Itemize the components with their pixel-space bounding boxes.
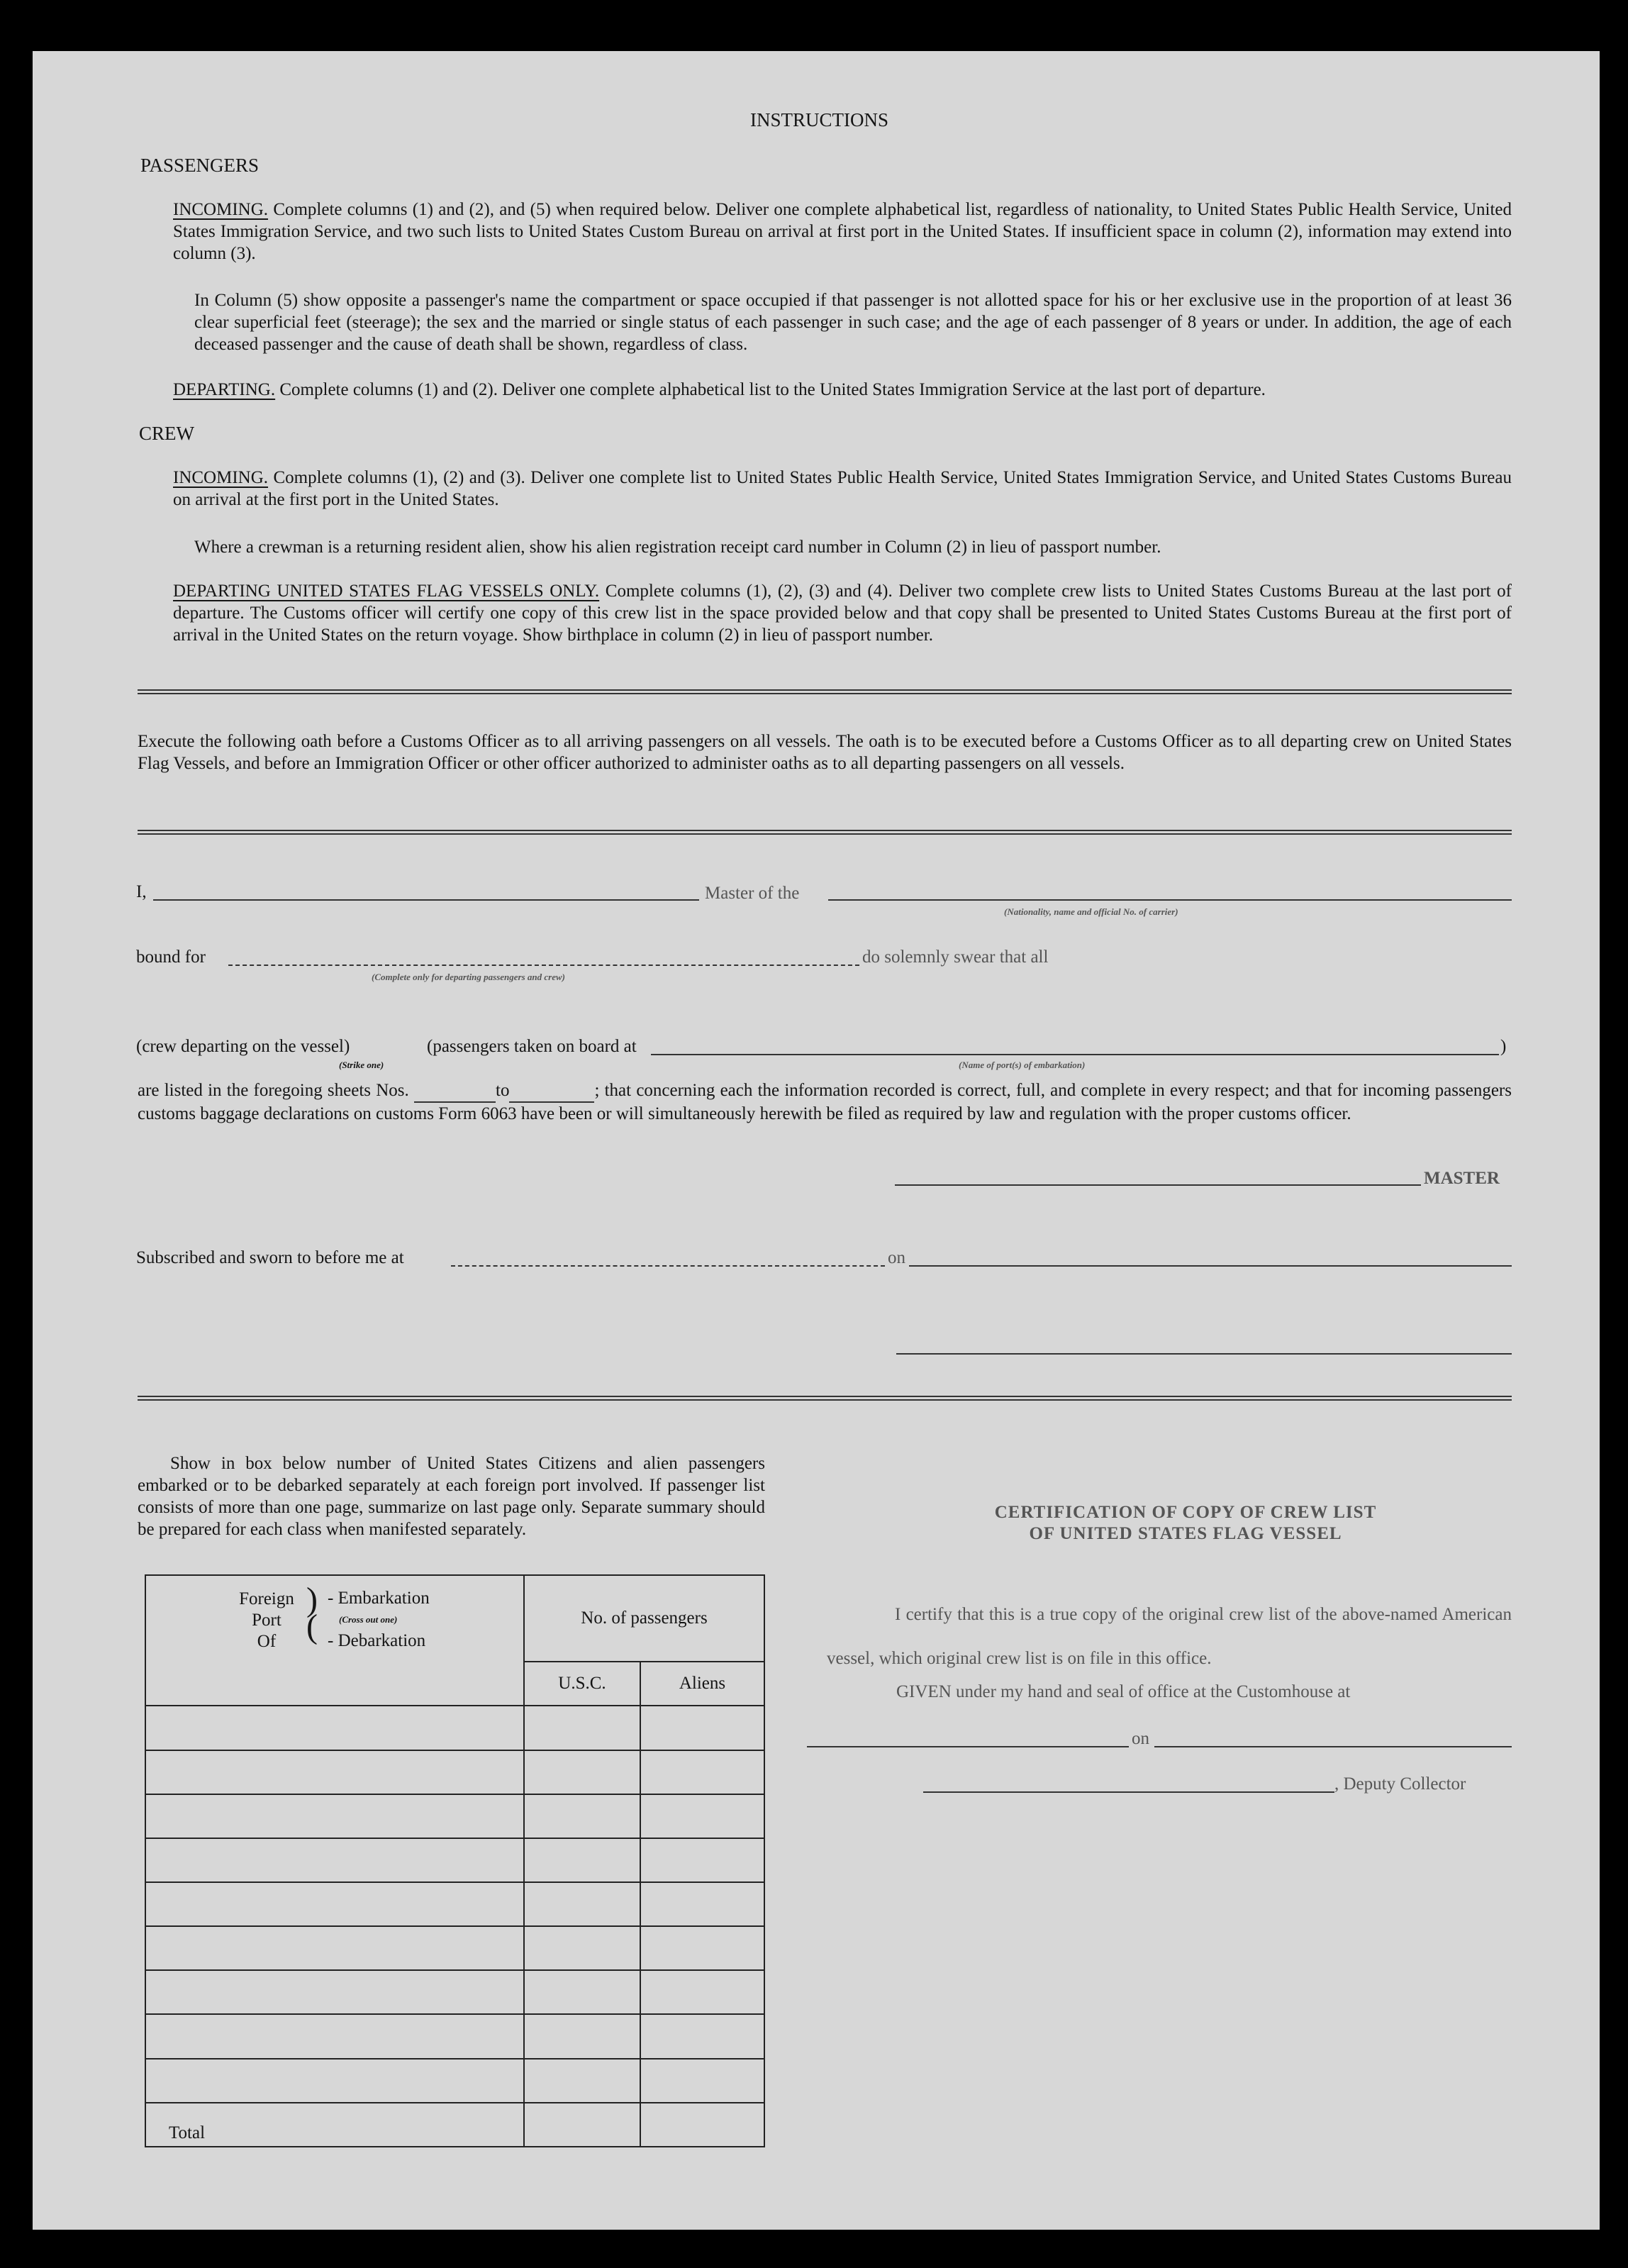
master-label: MASTER [1424,1169,1500,1188]
subscribed-date-line[interactable] [909,1265,1512,1267]
listed-prefix: are listed in the foregoing sheets Nos. [138,1081,409,1100]
subscribed-place-line[interactable] [451,1265,885,1267]
oath-i-label: I, [136,882,147,901]
of-label: Of [257,1632,277,1651]
crew-incoming-text: Complete columns (1), (2) and (3). Deliver one complete list to United States Public Health Service, United States Immigration Service, and United States Customs Bureau on arrival at the first port in the United States. [173,468,1512,509]
subscribed-label: Subscribed and sworn to before me at [136,1248,404,1267]
bound-for-line[interactable] [228,965,859,966]
port-cell[interactable] [145,2014,524,2058]
aliens-cell[interactable] [640,1882,764,1926]
passengers-departing-paragraph [173,379,1512,401]
foreign-label: Foreign [239,1589,294,1608]
port-cell[interactable] [145,1750,524,1794]
usc-cell[interactable] [524,2059,640,2103]
divider [138,1396,1512,1401]
crew-departing-label: DEPARTING UNITED STATES FLAG VESSELS ONLY. [173,582,600,601]
master-of-the-label: Master of the [705,884,800,903]
certification-date-line[interactable] [1154,1746,1512,1747]
oath-intro: Execute the following oath before a Customs Officer as to all arriving passengers on all vessels. The oath is to be executed before a Customs Officer as to all departing crew on United States Flag Vessels, and before an Immigration Officer or other officer authorized to administer oaths as to all departing passengers on all vessels. [138,732,1512,773]
master-name-line[interactable] [153,899,699,901]
aliens-cell[interactable] [640,2059,764,2103]
form-page [33,51,1600,2230]
port-cell[interactable] [145,1882,524,1926]
passengers-taken-option[interactable]: (passengers taken on board at [427,1037,637,1056]
passengers-column5-paragraph: In Column (5) show opposite a passenger's name the compartment or space occupied if that passenger is not allotted space for his or her exclusive use in the proportion of at least 36 clear superficial feet (steerage); the sex and the married or single status of each passenger in such case; and the age of each passenger of 8 years or under. In addition, the age of each deceased passenger and the cause of death shall be shown, regardless of class. [194,291,1512,354]
passengers-heading: PASSENGERS [140,155,260,176]
port-cell[interactable] [145,2059,524,2103]
page-title: INSTRUCTIONS [750,109,889,130]
deputy-signature-line[interactable] [923,1791,1334,1793]
passenger-summary-table [145,1574,765,2147]
officer-signature-line[interactable] [896,1353,1512,1355]
port-cell[interactable] [145,1838,524,1882]
aliens-total-cell[interactable] [640,2103,764,2147]
aliens-cell[interactable] [640,1970,764,2014]
usc-cell[interactable] [524,1750,640,1794]
passengers-incoming-text: Complete columns (1) and (2), and (5) when required below. Deliver one complete alphabetical list, regardless of nationality, to United States Public Health Service, United States Immigration Service, and two such lists to United States Custom Bureau on arrival at first port in the United States. If insufficient space in column (2), information may extend into column (3). [173,200,1512,263]
crew-departing-option[interactable]: (crew departing on the vessel) [136,1037,350,1056]
crew-incoming-paragraph [173,467,1512,511]
crew-departing-text: Complete columns (1), (2), (3) and (4). Deliver two complete crew lists to United States Customs Bureau at the last port of departure. The Customs officer will certify one copy of this crew list in the space provided below and that copy shall be presented to United States Customs Bureau at the first port of arrival in the United States on the return voyage. Show birthplace in column (2) in lieu of passport number. [173,582,1512,645]
usc-cell[interactable] [524,2014,640,2058]
strike-one-hint: (Strike one) [339,1060,384,1070]
certification-title [831,1502,1540,1545]
listed-rest: ; that concerning each the information recorded is correct, full, and complete in every respect; and that for incoming passengers customs baggage declarations on customs Form 6063 have been or will simultaneously herewith be filed as required by law and regulation with the proper customs officer. [138,1081,1512,1123]
aliens-cell[interactable] [640,1794,764,1838]
deputy-collector-label: , Deputy Collector [1334,1774,1466,1794]
vessel-line[interactable] [828,899,1512,901]
port-label: Port [252,1611,281,1630]
listed-paragraph [138,1079,1512,1125]
port-cell[interactable] [145,1794,524,1838]
aliens-cell[interactable] [640,1926,764,1970]
usc-total-cell[interactable] [524,2103,640,2147]
sheet-to-blank[interactable] [509,1079,594,1103]
to-label: to [496,1081,510,1100]
cross-out-hint: (Cross out one) [339,1614,398,1625]
no-passengers-header: No. of passengers [524,1575,764,1662]
certification-on-label: on [1132,1729,1149,1748]
bound-for-hint: (Complete only for departing passengers and crew) [372,972,565,982]
certification-title-line1: CERTIFICATION OF COPY OF CREW LIST [994,1503,1377,1522]
foreign-port-header [145,1575,524,1706]
usc-cell[interactable] [524,1794,640,1838]
customhouse-line[interactable] [807,1746,1129,1747]
usc-cell[interactable] [524,1838,640,1882]
passengers-departing-label: DEPARTING. [173,380,276,399]
summary-text: Show in box below number of United States Citizens and alien passengers embarked or to be debarked separately at each foreign port involved. If passenger list consists of more than one page, summarize on last page only. Separate summary should be prepared for each class when manifested separately. [138,1454,765,1539]
crew-heading: CREW [139,423,194,444]
bracket-icon: ) [306,1581,318,1618]
vessel-hint: (Nationality, name and official No. of carrier) [1004,906,1178,917]
divider [138,830,1512,835]
passengers-incoming-paragraph [173,199,1512,265]
aliens-cell[interactable] [640,2014,764,2058]
bracket-icon: ( [306,1608,318,1645]
crew-incoming-label: INCOMING. [173,468,269,487]
crew-departing-paragraph [173,580,1512,646]
ports-line[interactable] [651,1054,1499,1055]
passengers-incoming-label: INCOMING. [173,200,269,219]
bound-for-label: bound for [136,947,206,967]
aliens-cell[interactable] [640,1838,764,1882]
certification-title-line2: OF UNITED STATES FLAG VESSEL [1029,1524,1342,1543]
port-cell[interactable] [145,1970,524,2014]
usc-cell[interactable] [524,1926,640,1970]
port-cell[interactable] [145,1926,524,1970]
passengers-departing-text: Complete columns (1) and (2). Deliver one complete alphabetical list to the United States Immigration Service at the last port of departure. [279,380,1266,399]
aliens-header: Aliens [640,1662,764,1706]
close-paren: ) [1500,1037,1507,1056]
crew-resident-paragraph: Where a crewman is a returning resident alien, show his alien registration receipt card number in Column (2) in lieu of passport number. [194,538,1161,557]
sheet-from-blank[interactable] [414,1079,496,1103]
swear-text: do solemnly swear that all [862,947,1049,967]
given-text: GIVEN under my hand and seal of office at the Customhouse at [896,1682,1351,1701]
embarkation-option[interactable]: - Embarkation [328,1589,430,1608]
usc-cell[interactable] [524,1882,640,1926]
aliens-cell[interactable] [640,1706,764,1750]
subscribed-on-label: on [888,1248,905,1267]
usc-cell[interactable] [524,1970,640,2014]
usc-cell[interactable] [524,1706,640,1750]
debarkation-option[interactable]: - Debarkation [328,1631,426,1650]
port-cell[interactable] [145,1706,524,1750]
master-signature-line[interactable] [895,1184,1421,1186]
ports-hint: (Name of port(s) of embarkation) [959,1060,1086,1070]
divider [138,689,1512,694]
certification-text: I certify that this is a true copy of the original crew list of the above-named American vessel, which original crew list is on file in this office. [827,1605,1512,1668]
usc-header: U.S.C. [524,1662,640,1706]
aliens-cell[interactable] [640,1750,764,1794]
total-label: Total [145,2103,524,2147]
